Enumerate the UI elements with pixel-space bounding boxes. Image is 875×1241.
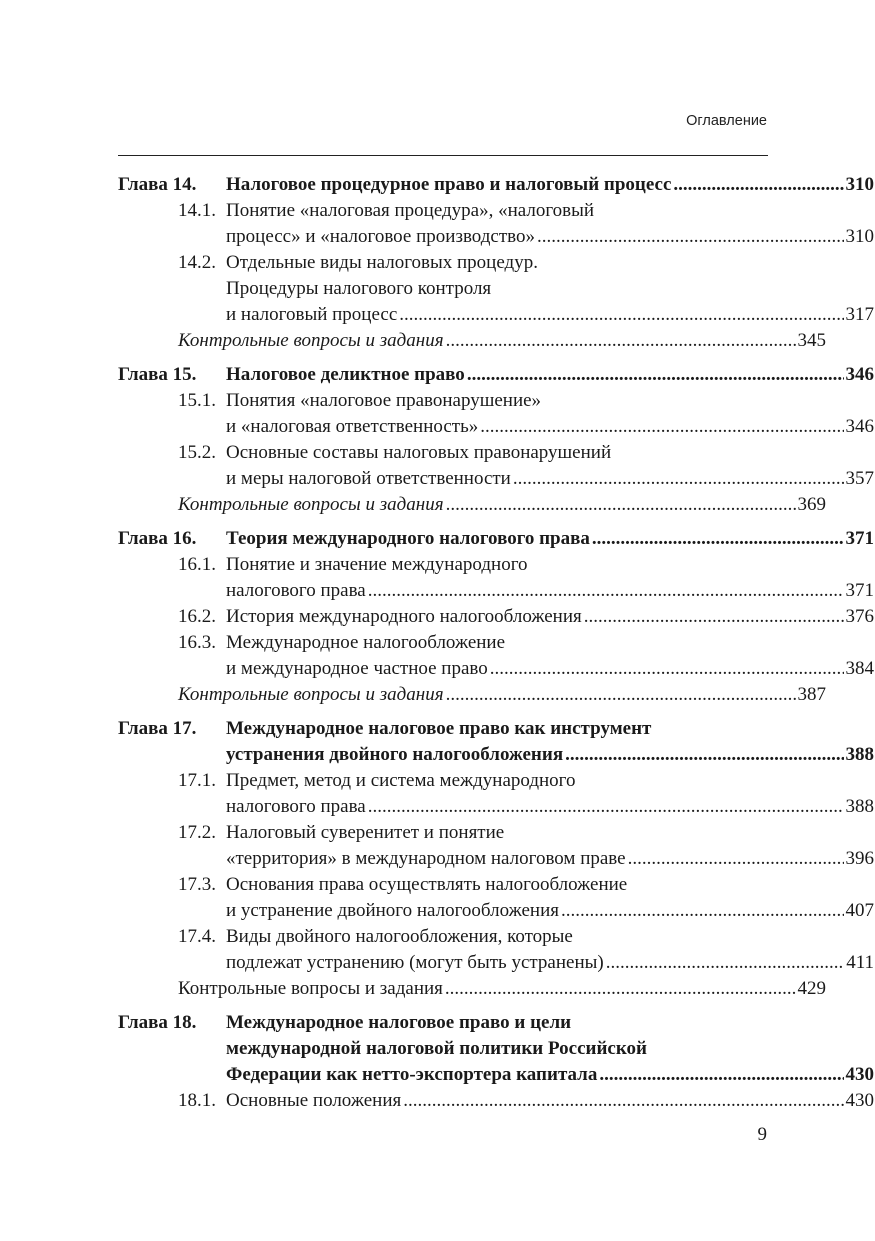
page-ref: 346 xyxy=(845,364,874,385)
dot-leader xyxy=(446,492,796,518)
section-title: Основные положения xyxy=(226,1090,402,1111)
section-title-cont: налогового права xyxy=(226,796,366,817)
page-ref: 369 xyxy=(797,494,826,515)
page-number: 9 xyxy=(757,1124,767,1145)
section-number: 18.1. xyxy=(178,1090,216,1111)
page-ref: 387 xyxy=(797,684,826,705)
chapter-number: Глава 18. xyxy=(118,1012,197,1033)
section-title: Виды двойного налогообложения, которые xyxy=(226,926,573,947)
chapter-title-cont: устранения двойного налогообложения xyxy=(226,744,564,765)
toc-section-15-2[interactable] xyxy=(118,440,766,466)
dot-leader xyxy=(490,656,844,682)
toc-chapter-15[interactable] xyxy=(118,362,874,388)
section-title: Понятие «налоговая процедура», «налоговый xyxy=(226,200,595,221)
toc-section-17-3-cont[interactable] xyxy=(118,898,874,924)
toc-section-17-4-cont[interactable] xyxy=(118,950,874,976)
control-questions-label: Контрольные вопросы и задания xyxy=(178,330,444,351)
section-title-cont: процесс» и «налоговое производство» xyxy=(226,226,535,247)
toc-section-16-2[interactable] xyxy=(118,604,874,630)
section-title-cont: налогового права xyxy=(226,580,366,601)
dot-leader xyxy=(628,846,844,872)
toc-section-14-2-cont2[interactable] xyxy=(118,302,874,328)
chapter-number: Глава 16. xyxy=(118,528,197,549)
header-rule xyxy=(118,155,768,156)
toc-section-16-3-cont[interactable] xyxy=(118,656,874,682)
toc-section-15-2-cont[interactable] xyxy=(118,466,874,492)
toc-chapter-16[interactable] xyxy=(118,526,874,552)
toc-control-questions-15[interactable] xyxy=(118,492,826,518)
toc-section-17-3[interactable] xyxy=(118,872,766,898)
toc-section-16-1-cont[interactable] xyxy=(118,578,874,604)
page-ref: 407 xyxy=(845,900,874,921)
page-ref: 345 xyxy=(797,330,826,351)
toc-section-17-1[interactable] xyxy=(118,768,766,794)
page-ref: 357 xyxy=(845,468,874,489)
section-number: 15.1. xyxy=(178,390,216,411)
dot-leader xyxy=(368,578,844,604)
chapter-title: Налоговое процедурное право и налоговый процесс xyxy=(226,174,672,195)
page-ref: 429 xyxy=(797,978,826,999)
section-number: 16.2. xyxy=(178,606,216,627)
section-title: Международное налогообложение xyxy=(226,632,506,653)
dot-leader xyxy=(368,794,844,820)
dot-leader xyxy=(561,898,843,924)
section-number: 14.2. xyxy=(178,252,216,273)
dot-leader xyxy=(606,950,844,976)
toc-chapter-18-cont2[interactable] xyxy=(118,1062,874,1088)
control-questions-label: Контрольные вопросы и задания xyxy=(178,684,444,705)
dot-leader xyxy=(399,302,843,328)
toc-chapter-18-cont[interactable] xyxy=(118,1036,766,1062)
toc-section-15-1-cont[interactable] xyxy=(118,414,874,440)
dot-leader xyxy=(403,1088,843,1114)
dot-leader xyxy=(592,526,844,552)
toc-chapter-17[interactable] xyxy=(118,716,766,742)
section-title: Налоговый суверенитет и понятие xyxy=(226,822,505,843)
page-ref: 388 xyxy=(845,744,874,765)
control-questions-label: Контрольные вопросы и задания xyxy=(178,978,443,999)
toc-section-17-2[interactable] xyxy=(118,820,766,846)
dot-leader xyxy=(445,976,796,1002)
page-ref: 317 xyxy=(845,304,874,325)
page-ref: 384 xyxy=(845,658,874,679)
page-ref: 310 xyxy=(845,226,874,247)
dot-leader xyxy=(599,1062,843,1088)
section-number: 16.1. xyxy=(178,554,216,575)
toc-section-14-2-cont[interactable] xyxy=(118,276,766,302)
dot-leader xyxy=(537,224,844,250)
toc-section-14-1-cont[interactable] xyxy=(118,224,874,250)
section-title-cont: Процедуры налогового контроля xyxy=(226,278,492,299)
page-ref: 388 xyxy=(845,796,874,817)
dot-leader xyxy=(480,414,843,440)
section-title: Понятия «налоговое правонарушение» xyxy=(226,390,542,411)
section-title-cont: и налоговый процесс xyxy=(226,304,398,325)
toc-section-14-1[interactable] xyxy=(118,198,766,224)
toc-section-16-1[interactable] xyxy=(118,552,766,578)
dot-leader xyxy=(584,604,844,630)
page-ref: 371 xyxy=(845,528,874,549)
section-title-cont: и международное частное право xyxy=(226,658,488,679)
chapter-title-cont: Федерации как нетто-экспортера капитала xyxy=(226,1064,598,1085)
section-title: Отдельные виды налоговых процедур. xyxy=(226,252,538,273)
page-ref: 310 xyxy=(845,174,874,195)
section-title-cont: «территория» в международном налоговом праве xyxy=(226,848,626,869)
page-ref: 346 xyxy=(845,416,874,437)
section-number: 17.4. xyxy=(178,926,216,947)
page-ref: 396 xyxy=(845,848,874,869)
toc-chapter-18[interactable] xyxy=(118,1010,766,1036)
toc-section-15-1[interactable] xyxy=(118,388,766,414)
page-ref: 371 xyxy=(845,580,874,601)
section-title-cont: и «налоговая ответственность» xyxy=(226,416,479,437)
section-number: 16.3. xyxy=(178,632,216,653)
chapter-title: Теория международного налогового права xyxy=(226,528,590,549)
section-title: Основания права осуществлять налогообложение xyxy=(226,874,628,895)
toc-section-14-2[interactable] xyxy=(118,250,766,276)
section-title: Предмет, метод и система международного xyxy=(226,770,576,791)
dot-leader xyxy=(446,682,796,708)
toc-section-16-3[interactable] xyxy=(118,630,766,656)
running-title: Оглавление xyxy=(686,113,767,129)
section-number: 17.3. xyxy=(178,874,216,895)
section-number: 15.2. xyxy=(178,442,216,463)
toc-section-17-2-cont[interactable] xyxy=(118,846,874,872)
section-title-cont: подлежат устранению (могут быть устранены) xyxy=(226,952,604,973)
toc-section-17-4[interactable] xyxy=(118,924,766,950)
dot-leader xyxy=(673,172,843,198)
section-number: 17.1. xyxy=(178,770,216,791)
dot-leader xyxy=(565,742,843,768)
toc-control-questions-16[interactable] xyxy=(118,682,826,708)
table-of-contents xyxy=(118,172,874,1114)
page-ref: 411 xyxy=(846,952,874,973)
control-questions-label: Контрольные вопросы и задания xyxy=(178,494,444,515)
chapter-title: Международное налоговое право и цели xyxy=(226,1012,572,1033)
section-number: 14.1. xyxy=(178,200,216,221)
toc-section-17-1-cont[interactable] xyxy=(118,794,874,820)
page-ref: 430 xyxy=(845,1064,874,1085)
page-ref: 376 xyxy=(845,606,874,627)
section-title: Понятие и значение международного xyxy=(226,554,528,575)
toc-control-questions-17[interactable] xyxy=(118,976,826,1002)
toc-chapter-17-cont[interactable] xyxy=(118,742,874,768)
page-ref: 430 xyxy=(845,1090,874,1111)
chapter-number: Глава 14. xyxy=(118,174,197,195)
dot-leader xyxy=(446,328,796,354)
chapter-title-cont: международной налоговой политики Российской xyxy=(226,1038,647,1059)
chapter-title: Налоговое деликтное право xyxy=(226,364,465,385)
section-number: 17.2. xyxy=(178,822,216,843)
section-title-cont: и меры налоговой ответственности xyxy=(226,468,511,489)
toc-section-18-1[interactable] xyxy=(118,1088,874,1114)
toc-chapter-14[interactable] xyxy=(118,172,874,198)
chapter-number: Глава 15. xyxy=(118,364,197,385)
section-title: Основные составы налоговых правонарушений xyxy=(226,442,612,463)
dot-leader xyxy=(513,466,844,492)
section-title-cont: и устранение двойного налогообложения xyxy=(226,900,560,921)
section-title: История международного налогообложения xyxy=(226,606,582,627)
chapter-number: Глава 17. xyxy=(118,718,197,739)
dot-leader xyxy=(467,362,844,388)
toc-control-questions-14[interactable] xyxy=(118,328,826,354)
chapter-title: Международное налоговое право как инструмент xyxy=(226,718,652,739)
